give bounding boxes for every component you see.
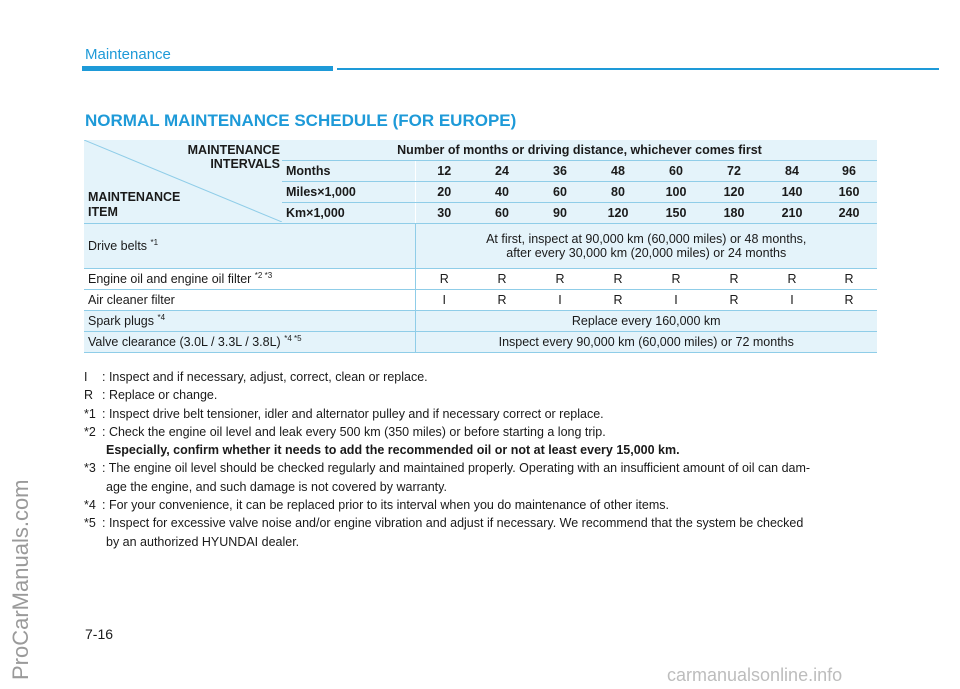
interval-label: Months [282, 161, 415, 182]
schedule-mark: I [531, 290, 589, 311]
header-rule-thick [82, 66, 333, 71]
item-row-engine-oil [84, 269, 877, 290]
note-text: by an authorized HYUNDAI dealer. [106, 534, 300, 549]
header-rule-thin [337, 68, 939, 70]
item-label-cell [84, 290, 415, 311]
interval-value: 96 [821, 161, 877, 182]
note-key: I [84, 370, 88, 384]
note-line [84, 423, 878, 441]
note-line [84, 386, 878, 404]
intervals-label [188, 143, 280, 171]
item-row-air-cleaner [84, 290, 877, 311]
item-label-cell [84, 332, 415, 353]
interval-value: 150 [647, 203, 705, 224]
note-line [84, 514, 878, 532]
footnote-mark: *4 *5 [284, 334, 302, 344]
schedule-mark: R [821, 290, 877, 311]
note-text: : Replace or change. [102, 388, 218, 403]
footer-watermark: carmanualsonline.info [667, 665, 843, 685]
item-instruction: Inspect every 90,000 km (60,000 miles) or 72 months [415, 332, 877, 353]
note-text: : Check the engine oil level and leak every 500 km (350 miles) or before starting a long trip. [102, 424, 606, 439]
note-key: *2 [84, 424, 96, 439]
note-text: Especially, confirm whether it needs to add the recommended oil or not at least every 15,000 km. [106, 443, 680, 458]
schedule-mark: I [763, 290, 821, 311]
note-line [84, 459, 878, 477]
note-text: : Inspect drive belt tensioner, idler and alternator pulley and if necessary correct or replace. [102, 406, 604, 421]
note-line [84, 496, 878, 514]
interval-value: 84 [763, 161, 821, 182]
item-label-cell [84, 311, 415, 332]
schedule-mark: R [589, 290, 647, 311]
item-label-cell [84, 224, 415, 269]
interval-value: 60 [531, 182, 589, 203]
interval-value: 30 [415, 203, 473, 224]
interval-value: 140 [763, 182, 821, 203]
interval-value: 90 [531, 203, 589, 224]
interval-value: 210 [763, 203, 821, 224]
span-header: Number of months or driving distance, whichever comes first [282, 140, 877, 161]
interval-value: 20 [415, 182, 473, 203]
item-name: Valve clearance (3.0L / 3.3L / 3.8L) [88, 335, 281, 350]
diagonal-header-cell [84, 140, 282, 224]
item-name: Air cleaner filter [88, 293, 175, 307]
note-key: *1 [84, 406, 96, 421]
interval-value: 60 [473, 203, 531, 224]
schedule-mark: I [647, 290, 705, 311]
schedule-mark: R [705, 269, 763, 290]
footnote-mark: *1 [150, 238, 159, 248]
item-row-drive-belts [84, 224, 877, 269]
page-heading: NORMAL MAINTENANCE SCHEDULE (FOR EUROPE) [85, 111, 517, 130]
interval-label: Km×1,000 [282, 203, 415, 224]
interval-value: 60 [647, 161, 705, 182]
note-text: : The engine oil level should be checked regularly and maintained properly. Operating with an insufficient amount of oil can dam- [102, 461, 811, 476]
note-line [84, 405, 878, 423]
interval-value: 120 [705, 182, 763, 203]
footnote-mark: *2 *3 [254, 271, 273, 281]
interval-value: 24 [473, 161, 531, 182]
interval-value: 100 [647, 182, 705, 203]
schedule-mark: R [821, 269, 877, 290]
note-key: *4 [84, 498, 96, 513]
interval-value: 12 [415, 161, 473, 182]
item-label-cell [84, 269, 415, 290]
interval-label: Miles×1,000 [282, 182, 415, 203]
intervals-label-line1: MAINTENANCE [187, 143, 280, 157]
note-line-continued [84, 478, 878, 496]
note-line [84, 368, 878, 386]
item-label [88, 190, 180, 220]
item-label-line2: ITEM [88, 205, 118, 219]
item-instruction [415, 224, 877, 269]
interval-value: 240 [821, 203, 877, 224]
interval-value: 48 [589, 161, 647, 182]
interval-value: 36 [531, 161, 589, 182]
side-watermark: ProCarManuals.com [8, 479, 33, 680]
schedule-mark: R [473, 290, 531, 311]
interval-value: 180 [705, 203, 763, 224]
note-text: : Inspect for excessive valve noise and/or engine vibration and adjust if necessary. We recommend that the system be checked [102, 516, 804, 531]
note-key: *3 [84, 461, 96, 476]
instruction-line1: At first, inspect at 90,000 km (60,000 miles) or 48 months, [486, 232, 807, 246]
item-row-valve-clearance [84, 332, 877, 353]
schedule-mark: R [473, 269, 531, 290]
note-key: R [84, 388, 94, 403]
note-text: : For your convenience, it can be replaced prior to its interval when you do maintenance of other items. [102, 498, 669, 513]
page-number: 7-16 [85, 626, 114, 642]
item-name: Engine oil and engine oil filter [88, 272, 252, 287]
schedule-mark: R [531, 269, 589, 290]
interval-value: 72 [705, 161, 763, 182]
note-line-emphasis [84, 441, 878, 459]
item-label-line1: MAINTENANCE [88, 190, 181, 204]
interval-value: 120 [589, 203, 647, 224]
section-title: Maintenance [85, 46, 171, 63]
legend-notes [84, 368, 878, 551]
schedule-mark: R [705, 290, 763, 311]
note-line-continued [84, 533, 878, 551]
item-name: Drive belts [88, 239, 148, 254]
footnote-mark: *4 [157, 313, 166, 323]
interval-value: 80 [589, 182, 647, 203]
item-row-spark-plugs [84, 311, 877, 332]
note-text: : Inspect and if necessary, adjust, correct, clean or replace. [102, 370, 428, 384]
maintenance-schedule-table [84, 140, 877, 353]
schedule-mark: R [589, 269, 647, 290]
schedule-mark: I [415, 290, 473, 311]
interval-value: 40 [473, 182, 531, 203]
item-instruction: Replace every 160,000 km [415, 311, 877, 332]
intervals-label-line2: INTERVALS [210, 157, 280, 171]
note-key: *5 [84, 516, 96, 531]
interval-value: 160 [821, 182, 877, 203]
schedule-mark: R [763, 269, 821, 290]
note-text: age the engine, and such damage is not covered by warranty. [106, 479, 447, 494]
instruction-line2: after every 30,000 km (20,000 miles) or 24 months [506, 246, 787, 260]
item-name: Spark plugs [88, 314, 155, 329]
schedule-mark: R [415, 269, 473, 290]
schedule-mark: R [647, 269, 705, 290]
